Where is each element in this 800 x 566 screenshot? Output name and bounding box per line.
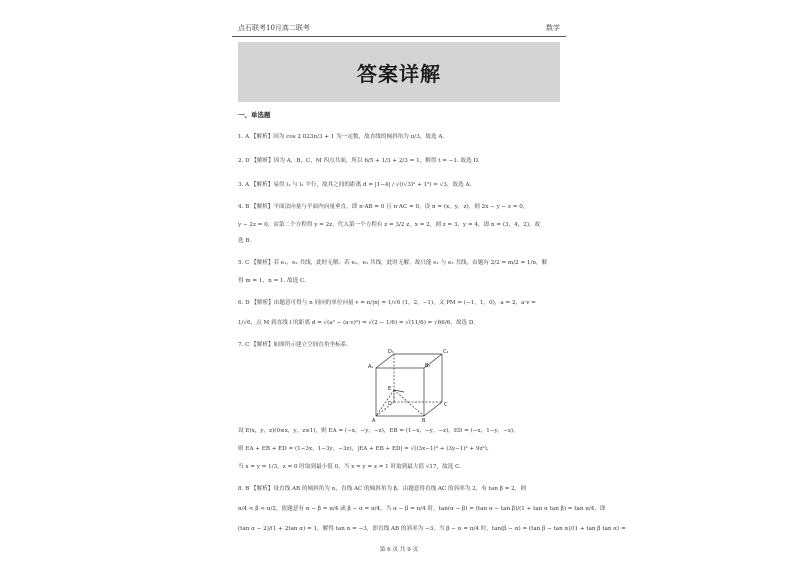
answer-line: 3. A 【解析】易得 l₁ 与 l₂ 平行，故其之间的距离 d = |1−4| / √((√3)² + 1²) = √3，故选 A.: [238, 182, 472, 188]
answer-line: 得 m = 1，n = 1. 故选 C.: [238, 278, 306, 284]
vertex-label: D: [388, 401, 392, 407]
cube-figure: [364, 350, 454, 422]
answer-line: 1/√6，点 M 到直线 l 的距离 d = √(a² − (a·v)²) = √(2 − 1/6) = √(11/6) = √66/6，故选 D.: [238, 320, 475, 326]
answer-line: 设 E(x，y，z)(0≤x，y，z≤1)，则 EA = (−x，−y，−z)，EB = (1−x，−y，−z)，ED = (−x，1−y，−z)，: [238, 428, 519, 434]
document-page: [232, 12, 626, 560]
answer-line: π/4 < β < π/2，依题意有 α − β = π/4 或 β − α = π/4，当 α − β = π/4 时，tan(α − β) = (tan α − tan β)/(1 + tan α tan β) = tan π/4，即: [238, 506, 606, 512]
vertex-label: C₁: [443, 349, 449, 355]
answer-line: 8. B 【解析】设直线 AB 的倾斜角为 α，直线 AC 的倾斜角为 β，由题意得直线 AC 的斜率为 2，有 tan β = 2，则: [238, 486, 526, 492]
vertex-label: B: [422, 418, 426, 424]
answer-line: 选 B.: [238, 238, 252, 244]
answer-line: (tan α − 2)/(1 + 2tan α) = 1，解得 tan α = −3，即直线 AB 的斜率为 −3，当 β − α = π/4 时，tan(β − α) = (tan β − tan α)/(1 + tan β tan α) =: [238, 526, 626, 532]
vertex-label: C: [444, 402, 448, 408]
vertex-label: A: [372, 418, 376, 424]
answer-line: 7. C 【解析】如图所示建立空间直角坐标系.: [238, 342, 349, 348]
page-title: 答案详解: [357, 62, 441, 86]
answer-line: 6. D 【解析】由题意可得与 n 同向的单位向量 v = n/|n| = 1/√6 (1，2，−1)，又 PM = (−1，1，0)，a = 2，a·v =: [238, 300, 536, 306]
answer-line: 4. B 【解析】平面法向量与平面内向量垂直，即 n·AB = 0 且 n·AC = 0，设 n = (x，y，z)，则 2x − y − z = 0，: [238, 204, 529, 210]
vertex-label: B₁: [425, 363, 431, 369]
answer-line: 当 x = y = 1/3，z = 0 时取到最小值 0，当 x = y = z = 1 时取到最大值 √17，故选 C.: [238, 464, 461, 470]
vertex-label: D₁: [388, 349, 394, 355]
answer-line: 则 EA + EB + ED = (1−3x，1−3y，−3z)，|EA + EB + ED| = √((3x−1)² + (3y−1)² + 9z²)，: [238, 446, 493, 452]
exam-name: 点石联考10月高二联考: [238, 24, 310, 32]
answer-line: 2. D 【解析】因为 A，B，C，M 四点共面，所以 6/5 + 1/3 + 2/3 = 1，解得 t = −1. 故选 D.: [238, 158, 480, 164]
subject-name: 数学: [546, 24, 560, 32]
answer-line: y − 2z = 0，由第二个方程得 y = 2z，代入第一个方程有 z = 3/2 z，x = 2，则 z = 3，y = 4，即 n = (3，4，2)，故: [238, 222, 541, 228]
title-banner: [238, 42, 560, 102]
vertex-label: A₁: [368, 364, 374, 370]
page-header: [232, 18, 566, 37]
answer-line: 5. C 【解析】若 e₁，e₂ 共线，此时无解；若 e₁，e₂ 共线，此时无解，故只能 e₁ 与 e₂ 共线，由题有 2/2 = m/2 = 1/n，解: [238, 260, 548, 266]
answer-line: 1. A 【解析】因为 cos 2 023π/3 + 1 为一定数，故直线的倾斜角为 π/3，故选 A.: [238, 134, 445, 140]
vertex-label: E: [388, 386, 392, 392]
section-heading: 一、单选题: [238, 111, 271, 119]
page-footer: 第 6 页 共 9 页: [379, 547, 419, 553]
